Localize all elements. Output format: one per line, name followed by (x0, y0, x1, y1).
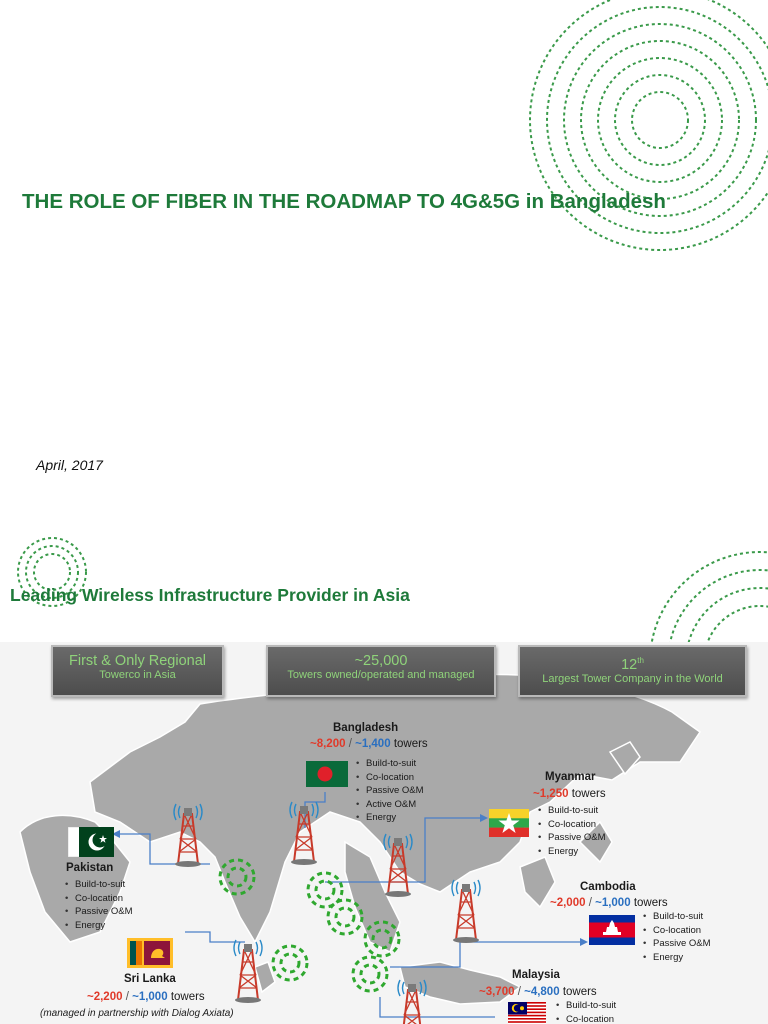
tower-count-myanmar (533, 788, 606, 800)
list-item: • Energy (65, 919, 133, 933)
count-separator: / (517, 986, 521, 998)
sri-lanka-flag-icon (127, 938, 173, 968)
list-item: • Energy (538, 845, 606, 859)
list-item: • Build-to-suit (538, 804, 606, 818)
stat-box-towers (266, 645, 496, 697)
stat-sub: Largest Tower Company in the World (542, 672, 723, 685)
stat-main (520, 653, 745, 673)
myanmar-flag-icon (489, 809, 529, 837)
partnership-note: (managed in partnership with Dialog Axiata) (40, 1008, 234, 1019)
tower-count-sri-lanka (87, 991, 205, 1003)
country-name-malaysia: Malaysia (512, 969, 560, 981)
stat-main: First & Only Regional (69, 653, 206, 669)
rank-suffix: th (637, 656, 644, 665)
count-separator: / (348, 738, 352, 750)
services-list-pakistan (65, 878, 133, 932)
count-unit: towers (571, 788, 606, 800)
list-item: • Passive O&M (538, 831, 606, 845)
count-unit: towers (393, 738, 428, 750)
cambodia-flag-icon (589, 915, 635, 945)
count-separator: / (125, 991, 129, 1003)
stat-box-rank (518, 645, 747, 697)
list-item: • Energy (643, 951, 711, 965)
malaysia-flag-icon (508, 1002, 546, 1024)
list-item: • Passive O&M (643, 937, 711, 951)
stat-main: ~25,000 (354, 653, 408, 669)
count-unit: towers (633, 897, 668, 909)
owned-count: ~1,250 (533, 788, 569, 800)
list-item: • Co-location (356, 771, 424, 785)
services-list-malaysia (556, 999, 616, 1024)
tower-count-malaysia (479, 986, 597, 998)
stat-sub: Towerco in Asia (99, 669, 176, 681)
services-list-bangladesh (356, 757, 424, 825)
owned-count: ~3,700 (479, 986, 515, 998)
list-item: • Passive O&M (356, 784, 424, 798)
tower-count-cambodia (550, 897, 668, 909)
managed-count: ~4,800 (524, 986, 560, 998)
list-item: • Build-to-suit (65, 878, 133, 892)
owned-count: ~2,200 (87, 991, 123, 1003)
count-unit: towers (170, 991, 205, 1003)
list-item: • Build-to-suit (643, 910, 711, 924)
list-item: • Energy (356, 811, 424, 825)
services-list-cambodia (643, 910, 711, 964)
list-item: • Passive O&M (65, 905, 133, 919)
infrastructure-slide (0, 512, 768, 1024)
list-item: • Co-location (538, 818, 606, 832)
list-item: • Active O&M (356, 798, 424, 812)
owned-count: ~2,000 (550, 897, 586, 909)
presentation-title: THE ROLE OF FIBER IN THE ROADMAP TO 4G&5G in Bangladesh (22, 190, 666, 213)
country-name-myanmar: Myanmar (545, 771, 596, 783)
stat-box-regional (51, 645, 224, 697)
list-item: • Build-to-suit (356, 757, 424, 771)
rank-number: 12 (621, 656, 638, 673)
country-name-bangladesh: Bangladesh (333, 722, 399, 734)
presentation-date: April, 2017 (36, 457, 103, 473)
country-name-pakistan: Pakistan (66, 862, 114, 874)
owned-count: ~8,200 (310, 738, 346, 750)
managed-count: ~1,400 (355, 738, 391, 750)
stat-sub: Towers owned/operated and managed (287, 669, 475, 681)
count-separator: / (588, 897, 592, 909)
count-unit: towers (562, 986, 597, 998)
tower-count-bangladesh (310, 738, 428, 750)
country-name-sri-lanka: Sri Lanka (124, 973, 176, 985)
list-item: • Co-location (556, 1013, 616, 1024)
list-item: • Co-location (65, 892, 133, 906)
list-item: • Co-location (643, 924, 711, 938)
services-list-myanmar (538, 804, 606, 858)
list-item: • Build-to-suit (556, 999, 616, 1013)
slide-title: Leading Wireless Infrastructure Provider in Asia (10, 585, 410, 605)
managed-count: ~1,000 (132, 991, 168, 1003)
country-name-cambodia: Cambodia (580, 881, 636, 893)
bangladesh-flag-icon (306, 761, 348, 787)
pakistan-flag-icon (68, 827, 114, 857)
managed-count: ~1,000 (595, 897, 631, 909)
